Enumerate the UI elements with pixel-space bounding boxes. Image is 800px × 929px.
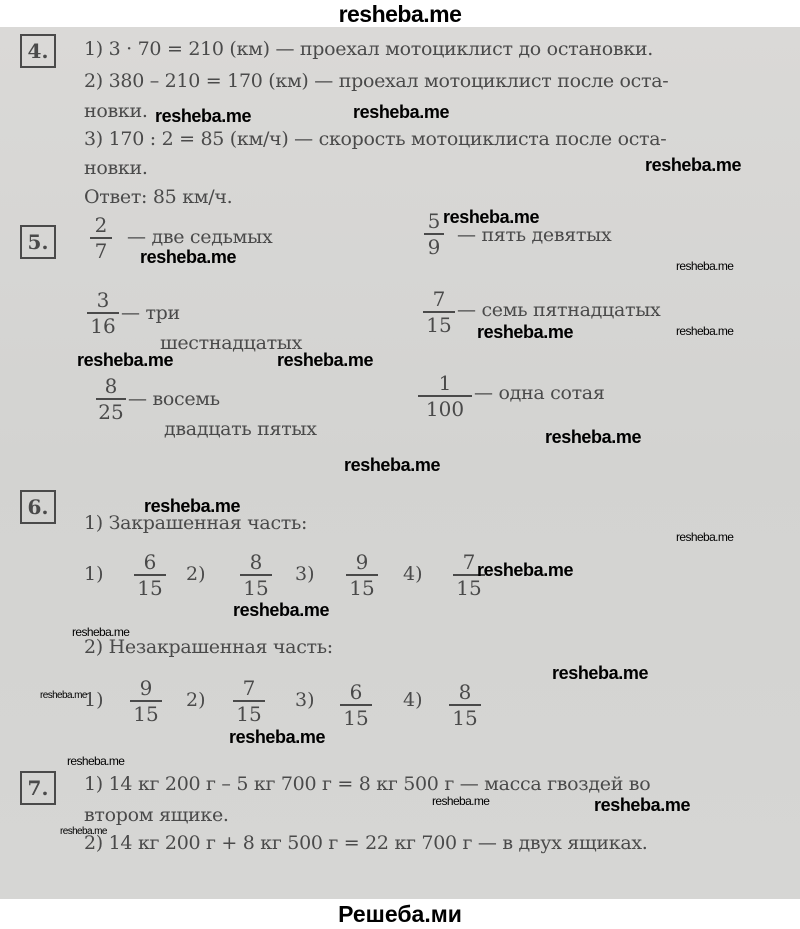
- task-7-line-3: 2) 14 кг 200 г + 8 кг 500 г = 22 кг 700 г — в двух ящиках.: [84, 832, 648, 854]
- watermark: resheba.me: [353, 102, 450, 122]
- fraction-2-7-words: — две седьмых: [127, 226, 273, 248]
- numerator: 7: [242, 676, 256, 700]
- watermark-footer: Решеба.ми: [0, 899, 800, 929]
- task-6-part-1-title: 1) Закрашенная часть:: [84, 512, 308, 534]
- denominator: 9: [427, 235, 441, 259]
- fraction-3-16-words-2: шестнадцатых: [160, 332, 303, 354]
- watermark: resheba.me: [144, 496, 241, 516]
- task-7-line-2: втором ящике.: [84, 804, 229, 826]
- watermark: resheba.me: [477, 322, 574, 342]
- watermark: resheba.me: [676, 259, 734, 273]
- fraction-1-100-words: — одна сотая: [474, 382, 605, 404]
- watermark: resheba.me: [552, 663, 649, 683]
- denominator: 15: [133, 702, 159, 726]
- numerator: 9: [139, 676, 153, 700]
- numerator: 6: [143, 550, 157, 574]
- fraction-7-15-words: — семь пятнадцатых: [457, 299, 661, 321]
- fraction-7-15: [423, 288, 455, 336]
- denominator: 15: [243, 576, 269, 600]
- task-4-line-1: 1) 3 · 70 = 210 (км) — проехал мотоциклист до остановки.: [84, 38, 653, 60]
- watermark: resheba.me: [676, 530, 734, 544]
- watermark: resheba.me: [344, 455, 441, 475]
- task-7-number: 7.: [20, 771, 56, 805]
- numerator: 3: [96, 288, 110, 312]
- task-6-part-1-fraction-3: [346, 551, 378, 599]
- watermark: resheba.me: [155, 106, 252, 126]
- denominator: 16: [90, 314, 116, 338]
- task-4-number: 4.: [20, 34, 56, 68]
- watermark: resheba.me: [277, 350, 374, 370]
- numerator: 7: [462, 550, 476, 574]
- watermark: resheba.me: [77, 350, 174, 370]
- task-6-part-1-label-3: 3): [295, 563, 315, 585]
- fraction-8-25-words: — восемь: [128, 388, 220, 410]
- task-4-line-4: 3) 170 : 2 = 85 (км/ч) — скорость мотоциклиста после оста-: [84, 128, 667, 150]
- denominator: 15: [236, 702, 262, 726]
- watermark: resheba.me: [60, 826, 107, 837]
- task-6-part-2-label-1: 1): [84, 689, 104, 711]
- task-6-part-2-fraction-1: [130, 677, 162, 725]
- fraction-3-16-words: — три: [121, 302, 180, 324]
- numerator: 8: [458, 680, 472, 704]
- task-7-line-1: 1) 14 кг 200 г – 5 кг 700 г = 8 кг 500 г — масса гвоздей во: [84, 773, 651, 795]
- watermark: resheba.me: [67, 754, 125, 768]
- fraction-3-16: [87, 289, 119, 337]
- numerator: 2: [94, 213, 108, 237]
- numerator: 7: [432, 287, 446, 311]
- numerator: 9: [355, 550, 369, 574]
- task-4-line-3: новки.: [84, 100, 148, 122]
- watermark: resheba.me: [645, 155, 742, 175]
- denominator: 15: [452, 706, 478, 730]
- numerator: 8: [249, 550, 263, 574]
- numerator: 5: [427, 209, 441, 233]
- task-6-part-1-fraction-1: [134, 551, 166, 599]
- task-6-part-1-label-2: 2): [186, 563, 206, 585]
- task-6-part-1-label-4: 4): [403, 563, 423, 585]
- watermark: resheba.me: [229, 727, 326, 747]
- task-6-part-2-label-2: 2): [186, 689, 206, 711]
- task-4-answer: Ответ: 85 км/ч.: [84, 186, 233, 208]
- watermark: resheba.me: [594, 795, 691, 815]
- denominator: 15: [349, 576, 375, 600]
- fraction-8-25: [96, 375, 126, 423]
- task-6-part-2-fraction-3: [340, 681, 372, 729]
- denominator: 25: [98, 400, 124, 424]
- task-5-number: 5.: [20, 225, 56, 259]
- watermark: resheba.me: [443, 207, 540, 227]
- denominator: 15: [426, 313, 452, 337]
- denominator: 15: [456, 576, 482, 600]
- task-6-part-2-label-4: 4): [403, 689, 423, 711]
- task-6-number: 6.: [20, 490, 56, 524]
- fraction-8-25-words-2: двадцать пятых: [164, 418, 317, 440]
- task-4-line-5: новки.: [84, 157, 148, 179]
- numerator: 1: [438, 371, 452, 395]
- watermark: resheba.me: [545, 427, 642, 447]
- denominator: 100: [425, 397, 465, 421]
- denominator: 7: [94, 239, 108, 263]
- watermark: resheba.me: [432, 794, 490, 808]
- denominator: 15: [137, 576, 163, 600]
- denominator: 15: [343, 706, 369, 730]
- task-4-line-2: 2) 380 – 210 = 170 (км) — проехал мотоциклист после оста-: [84, 70, 669, 92]
- task-6-part-1-fraction-2: [240, 551, 272, 599]
- watermark-header[interactable]: resheba.me: [0, 0, 800, 28]
- fraction-2-7: [90, 214, 112, 262]
- fraction-5-9-words: — пять девятых: [457, 224, 612, 246]
- task-6-part-2-label-3: 3): [295, 689, 315, 711]
- numerator: 6: [349, 680, 363, 704]
- task-6-part-1-label-1: 1): [84, 563, 104, 585]
- fraction-5-9: [424, 210, 444, 258]
- watermark: resheba.me: [233, 600, 330, 620]
- task-6-part-2-fraction-2: [233, 677, 265, 725]
- watermark: resheba.me: [40, 690, 87, 701]
- watermark: resheba.me: [477, 560, 574, 580]
- numerator: 8: [104, 374, 118, 398]
- task-6-part-2-fraction-4: [449, 681, 481, 729]
- task-6-part-2-title: 2) Незакрашенная часть:: [84, 636, 333, 658]
- watermark: resheba.me: [140, 247, 237, 267]
- watermark: resheba.me: [676, 324, 734, 338]
- watermark: resheba.me: [72, 625, 130, 639]
- fraction-1-100: [418, 372, 472, 420]
